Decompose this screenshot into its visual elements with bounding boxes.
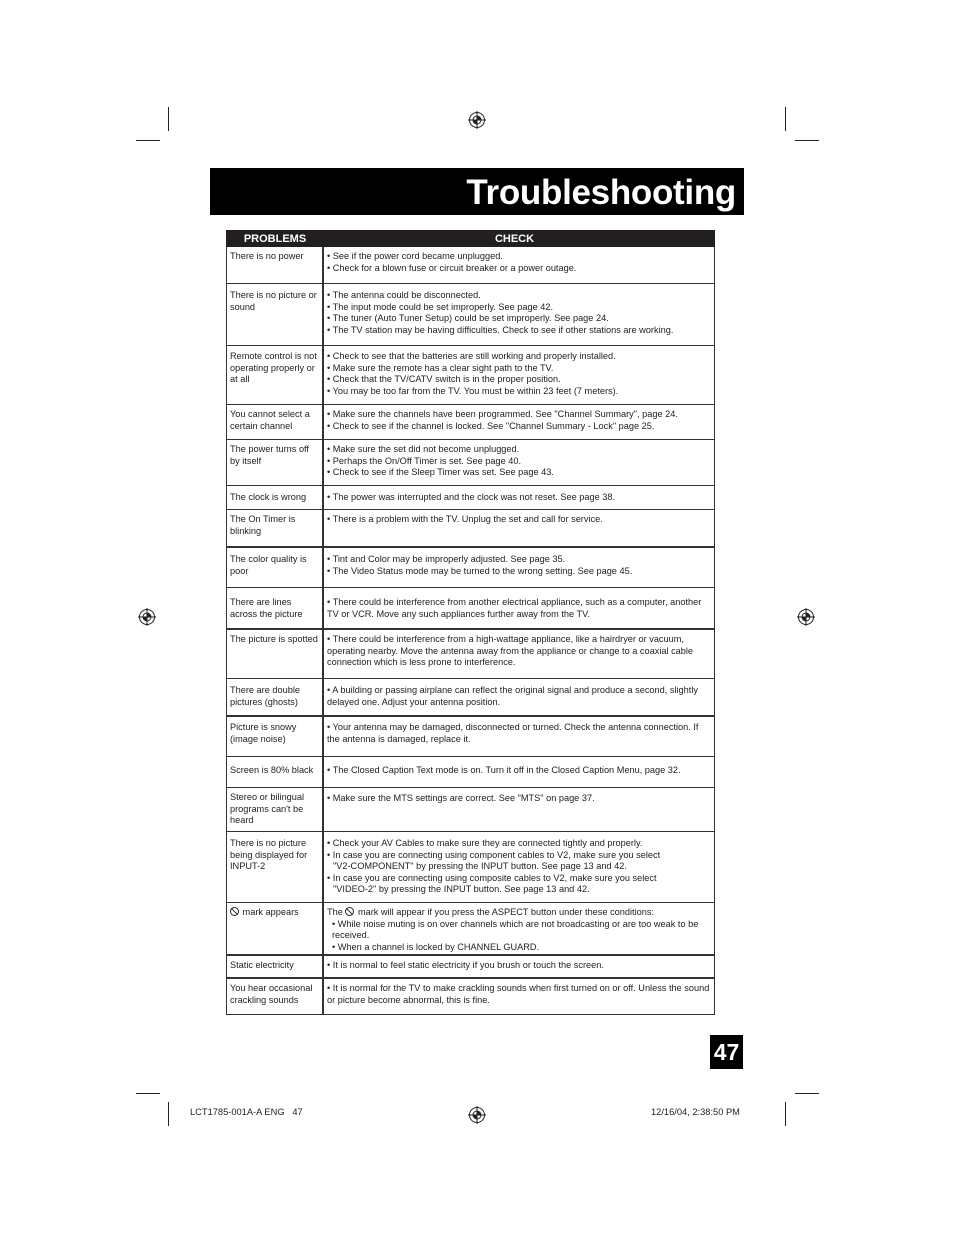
check-line: • In case you are connecting using component cables to V2, make sure you select: [327, 849, 661, 860]
table-row: [226, 346, 715, 405]
troubleshooting-table: [226, 230, 715, 1015]
problem-cell: You cannot select a certain channel: [226, 405, 324, 439]
check-line: • Make sure the remote has a clear sight path to the TV.: [327, 362, 554, 373]
check-line: • Your antenna may be damaged, disconnected or turned. Check the antenna connection. If the antenna is damaged, replace it.: [327, 722, 699, 744]
check-line: • You may be too far from the TV. You must be within 23 feet (7 meters).: [327, 385, 619, 396]
check-line: • See if the power cord became unplugged.: [327, 251, 503, 261]
crop-mark: [785, 107, 786, 131]
no-signal-mark-icon: [345, 907, 354, 916]
check-cell: [324, 486, 715, 509]
crop-mark: [136, 140, 160, 141]
crop-mark: [795, 1093, 819, 1094]
crop-mark: [795, 140, 819, 141]
header-problems: PROBLEMS: [243, 233, 307, 245]
check-cell: [324, 979, 715, 1014]
check-line: • Check for a blown fuse or circuit breaker or a power outage.: [327, 262, 577, 273]
check-line: • The TV station may be having difficulties. Check to see if other stations are working.: [327, 324, 674, 335]
crop-mark: [168, 107, 169, 131]
problem-cell: You hear occasional crackling sounds: [226, 979, 324, 1014]
check-line: • The power was interrupted and the clock was not reset. See page 38.: [327, 492, 616, 502]
no-signal-mark-icon: [230, 907, 239, 916]
check-cell: [324, 510, 715, 546]
check-cell: [324, 679, 715, 715]
crop-mark: [785, 1102, 786, 1126]
table-header: [226, 230, 715, 247]
registration-mark-icon: [468, 111, 486, 129]
check-line: "V2-COMPONENT" by pressing the INPUT button. See page 13 and 42.: [333, 861, 627, 872]
title-banner: [210, 168, 744, 215]
check-line: "VIDEO-2" by pressing the INPUT button. See page 13 and 42.: [333, 884, 590, 895]
check-cell: [324, 832, 715, 902]
problem-cell: There are lines across the picture: [226, 588, 324, 628]
problem-cell: There is no picture being displayed for INPUT-2: [226, 832, 324, 902]
check-cell: [324, 346, 715, 404]
check-line: • There could be interference from another electrical appliance, such as a computer, another TV or VCR. Move any such appliances further away from the TV.: [327, 597, 702, 619]
check-cell: [324, 440, 715, 485]
check-line: • In case you are connecting using composite cables to V2, make sure you select: [327, 872, 657, 883]
check-cell: [324, 630, 715, 678]
table-row: [226, 717, 715, 757]
check-line: • Check to see that the batteries are still working and properly installed.: [327, 351, 616, 361]
table-row: [226, 548, 715, 588]
check-intro-start: The: [327, 907, 346, 917]
check-line: • There is a problem with the TV. Unplug the set and call for service.: [327, 514, 603, 524]
check-cell: [324, 588, 715, 628]
check-line: • Make sure the set did not become unplugged.: [327, 444, 520, 454]
check-line: • There could be interference from a high-wattage appliance, like a hairdryer or vacuum, operating nearby. Move the antenna away from the appliance or change to a coaxial cable connection which is less prone to interference.: [327, 634, 694, 668]
table-row: [226, 757, 715, 788]
problem-cell: The color quality is poor: [226, 548, 324, 587]
problem-cell: The clock is wrong: [226, 486, 324, 509]
table-row: [226, 440, 715, 486]
check-line: • Tint and Color may be improperly adjusted. See page 35.: [327, 554, 566, 564]
problem-cell: The On Timer is blinking: [226, 510, 324, 546]
check-line: • The Video Status mode may be turned to the wrong setting. See page 45.: [327, 565, 633, 576]
footer-right: 12/16/04, 2:38:50 PM: [651, 1107, 740, 1117]
check-line: • The tuner (Auto Tuner Setup) could be set improperly. See page 24.: [327, 313, 609, 324]
check-line: • The antenna could be disconnected.: [327, 290, 481, 300]
table-row: [226, 679, 715, 717]
check-line: • When a channel is locked by CHANNEL GUARD.: [332, 941, 540, 952]
table-row: [226, 630, 715, 679]
table-row: [226, 979, 715, 1015]
check-line: • Make sure the channels have been programmed. See "Channel Summary", page 24.: [327, 409, 678, 419]
registration-mark-icon: [468, 1106, 486, 1124]
table-row: [226, 903, 715, 956]
check-line: • Perhaps the On/Off Timer is set. See page 40.: [327, 455, 522, 466]
table-row: [226, 588, 715, 630]
problem-text: mark appears: [240, 907, 299, 917]
check-line: • It is normal to feel static electricity if you brush or touch the screen.: [327, 960, 604, 970]
check-cell: [324, 788, 715, 831]
check-line: • Make sure the MTS settings are correct. See "MTS" on page 37.: [327, 793, 595, 803]
table-row: [226, 284, 715, 346]
table-row: [226, 247, 715, 284]
problem-cell: Static electricity: [226, 956, 324, 977]
problem-cell: There are double pictures (ghosts): [226, 679, 324, 715]
check-cell: [324, 903, 715, 954]
table-row: [226, 832, 715, 903]
problem-cell: Screen is 80% black: [226, 757, 324, 787]
footer-left: LCT1785-001A-A ENG 47: [190, 1107, 303, 1117]
page-number: 47: [710, 1035, 743, 1069]
check-line: • Check that the TV/CATV switch is in the proper position.: [327, 374, 561, 385]
page-title: Troubleshooting: [466, 173, 736, 212]
check-line: • It is normal for the TV to make crackling sounds when first turned on or off. Unless the sound or picture become abnormal, this is fine.: [327, 983, 710, 1005]
problem-cell: Picture is snowy (image noise): [226, 717, 324, 756]
check-line: • Check your AV Cables to make sure they are connected tightly and properly.: [327, 838, 643, 848]
crop-mark: [136, 1093, 160, 1094]
check-cell: [324, 247, 715, 283]
table-row: [226, 510, 715, 548]
problem-cell: Stereo or bilingual programs can't be heard: [226, 788, 324, 831]
check-line: • Check to see if the channel is locked. See "Channel Summary - Lock" page 25.: [327, 420, 655, 431]
problem-cell: There is no power: [226, 247, 324, 283]
check-cell: [324, 405, 715, 439]
check-intro: [327, 907, 711, 919]
table-row: [226, 486, 715, 510]
table-row: [226, 788, 715, 832]
problem-cell: There is no picture or sound: [226, 284, 324, 345]
check-cell: [324, 548, 715, 587]
crop-mark: [168, 1102, 169, 1126]
table-row: [226, 405, 715, 440]
check-cell: [324, 284, 715, 345]
check-line: • Check to see if the Sleep Timer was set. See page 43.: [327, 467, 554, 478]
problem-cell: The picture is spotted: [226, 630, 324, 678]
table-row: [226, 956, 715, 979]
check-cell: [324, 757, 715, 787]
check-cell: [324, 717, 715, 756]
problem-cell: Remote control is not operating properly or at all: [226, 346, 324, 404]
check-line: • While noise muting is on over channels which are not broadcasting or are too weak to be received.: [332, 918, 699, 941]
header-check: CHECK: [494, 233, 535, 245]
registration-mark-icon: [797, 608, 815, 626]
problem-cell: [226, 903, 324, 954]
check-line: • A building or passing airplane can reflect the original signal and produce a second, slightly delayed one. Adjust your antenna position.: [327, 685, 698, 707]
check-line: • The input mode could be set improperly. See page 42.: [327, 301, 554, 312]
check-cell: [324, 956, 715, 977]
registration-mark-icon: [138, 608, 156, 626]
check-intro-end: mark will appear if you press the ASPECT button under these conditions:: [355, 907, 654, 917]
problem-cell: The power turns off by itself: [226, 440, 324, 485]
check-line: • The Closed Caption Text mode is on. Turn it off in the Closed Caption Menu, page 32.: [327, 765, 681, 775]
